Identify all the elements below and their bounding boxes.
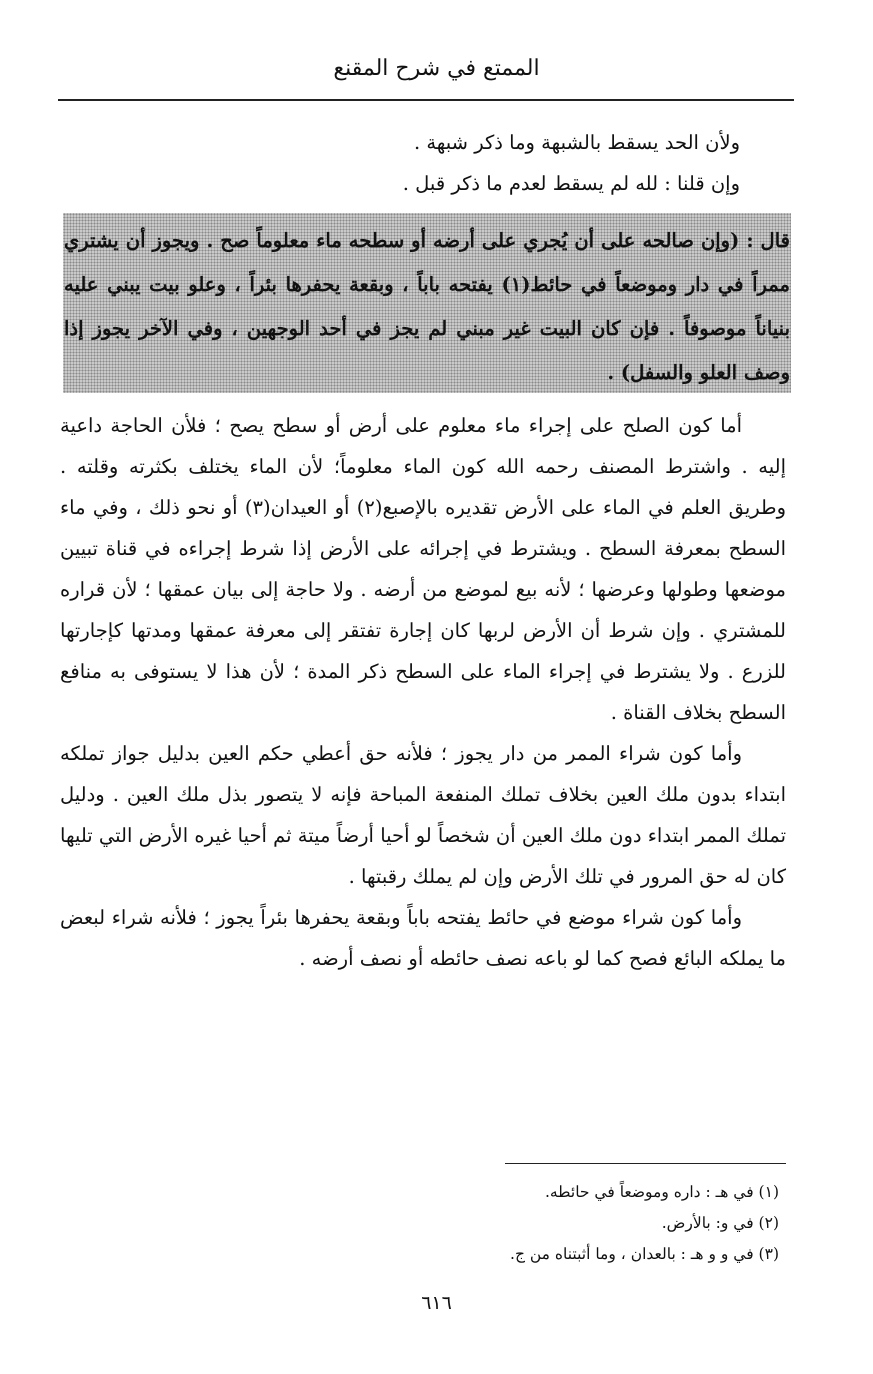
intro-line: ولأن الحد يسقط بالشبهة وما ذكر شبهة .	[413, 131, 740, 154]
intro-lines	[60, 122, 786, 204]
commentary-paragraph: وأما كون شراء الممر من دار يجوز ؛ فلأنه حق أعطي حكم العين بدليل جواز تملكه ابتداء بدون ملك العين بخلاف تملك المنفعة المباحة فإنه لا يتصور بذل ملك العين . ودليل تملك الممر ابتداء دون ملك العين أن شخصاً لو أحيا أرضاً ميتة ثم أحيا غيره الأرض التي تليها كان له حق المرور في تلك الأرض وإن لم يملك رقبتها .	[60, 742, 786, 888]
commentary-paragraph: وأما كون شراء موضع في حائط يفتحه باباً وبقعة يحفرها بئراً يجوز ؛ فلأنه شراء لبعض ما يملكه البائع فصح كما لو باعه نصف حائطه أو نصف أرضه .	[60, 906, 786, 970]
header-divider	[58, 99, 794, 101]
quoted-matn-text: قال : (وإن صالحه على أن يُجري على أرضه أو سطحه ماء معلوماً صح . ويجوز أن يشتري ممراً في دار وموضعاً في حائط(١) يفتحه باباً ، وبقعة يحفرها بئراً ، وعلو بيت يبني عليه بنياناً موصوفاً . فإن كان البيت غير مبني لم يجز في أحد الوجهين ، وفي الآخر يجوز إذا وصف العلو والسفل) .	[64, 229, 790, 384]
intro-line: وإن قلنا : لله لم يسقط لعدم ما ذكر قبل .	[402, 172, 740, 195]
footnotes	[510, 1177, 779, 1270]
commentary-body	[60, 405, 786, 979]
commentary-paragraph: أما كون الصلح على إجراء ماء معلوم على أرض أو سطح يصح ؛ فلأن الحاجة داعية إليه . واشترط المصنف رحمه الله كون الماء معلوماً؛ لأن الماء يختلف بكثرته وقلته . وطريق العلم في الماء على الأرض تقديره بالإصبع(٢) أو العيدان(٣) أو نحو ذلك ، وفي ماء السطح بمعرفة السطح . ويشترط في إجرائه على الأرض إذا شرط إجراءه في قناة تبيين موضعها وطولها وعرضها ؛ لأنه بيع لموضع من أرضه . ولا حاجة إلى بيان عمقها ؛ لأن قراره للمشتري . وإن شرط أن الأرض لربها كان إجارة تفتقر إلى معرفة عمقها ومدتها كإجارتها للزرع . ولا يشترط في إجراء الماء على السطح ذكر المدة ؛ لأن هذا لا يستوفى به منافع السطح بخلاف القناة .	[60, 414, 786, 724]
footnote: (١) في هـ : داره وموضعاً في حائطه.	[544, 1183, 779, 1201]
footnote: (٣) في و و هـ : بالعدان ، وما أثبتناه من ج.	[510, 1245, 779, 1263]
running-header-title: الممتع في شرح المقنع	[333, 56, 540, 81]
footnote: (٢) في و: بالأرض.	[661, 1214, 779, 1232]
page-number: ٦١٦	[421, 1292, 452, 1314]
footnote-divider	[505, 1163, 786, 1164]
